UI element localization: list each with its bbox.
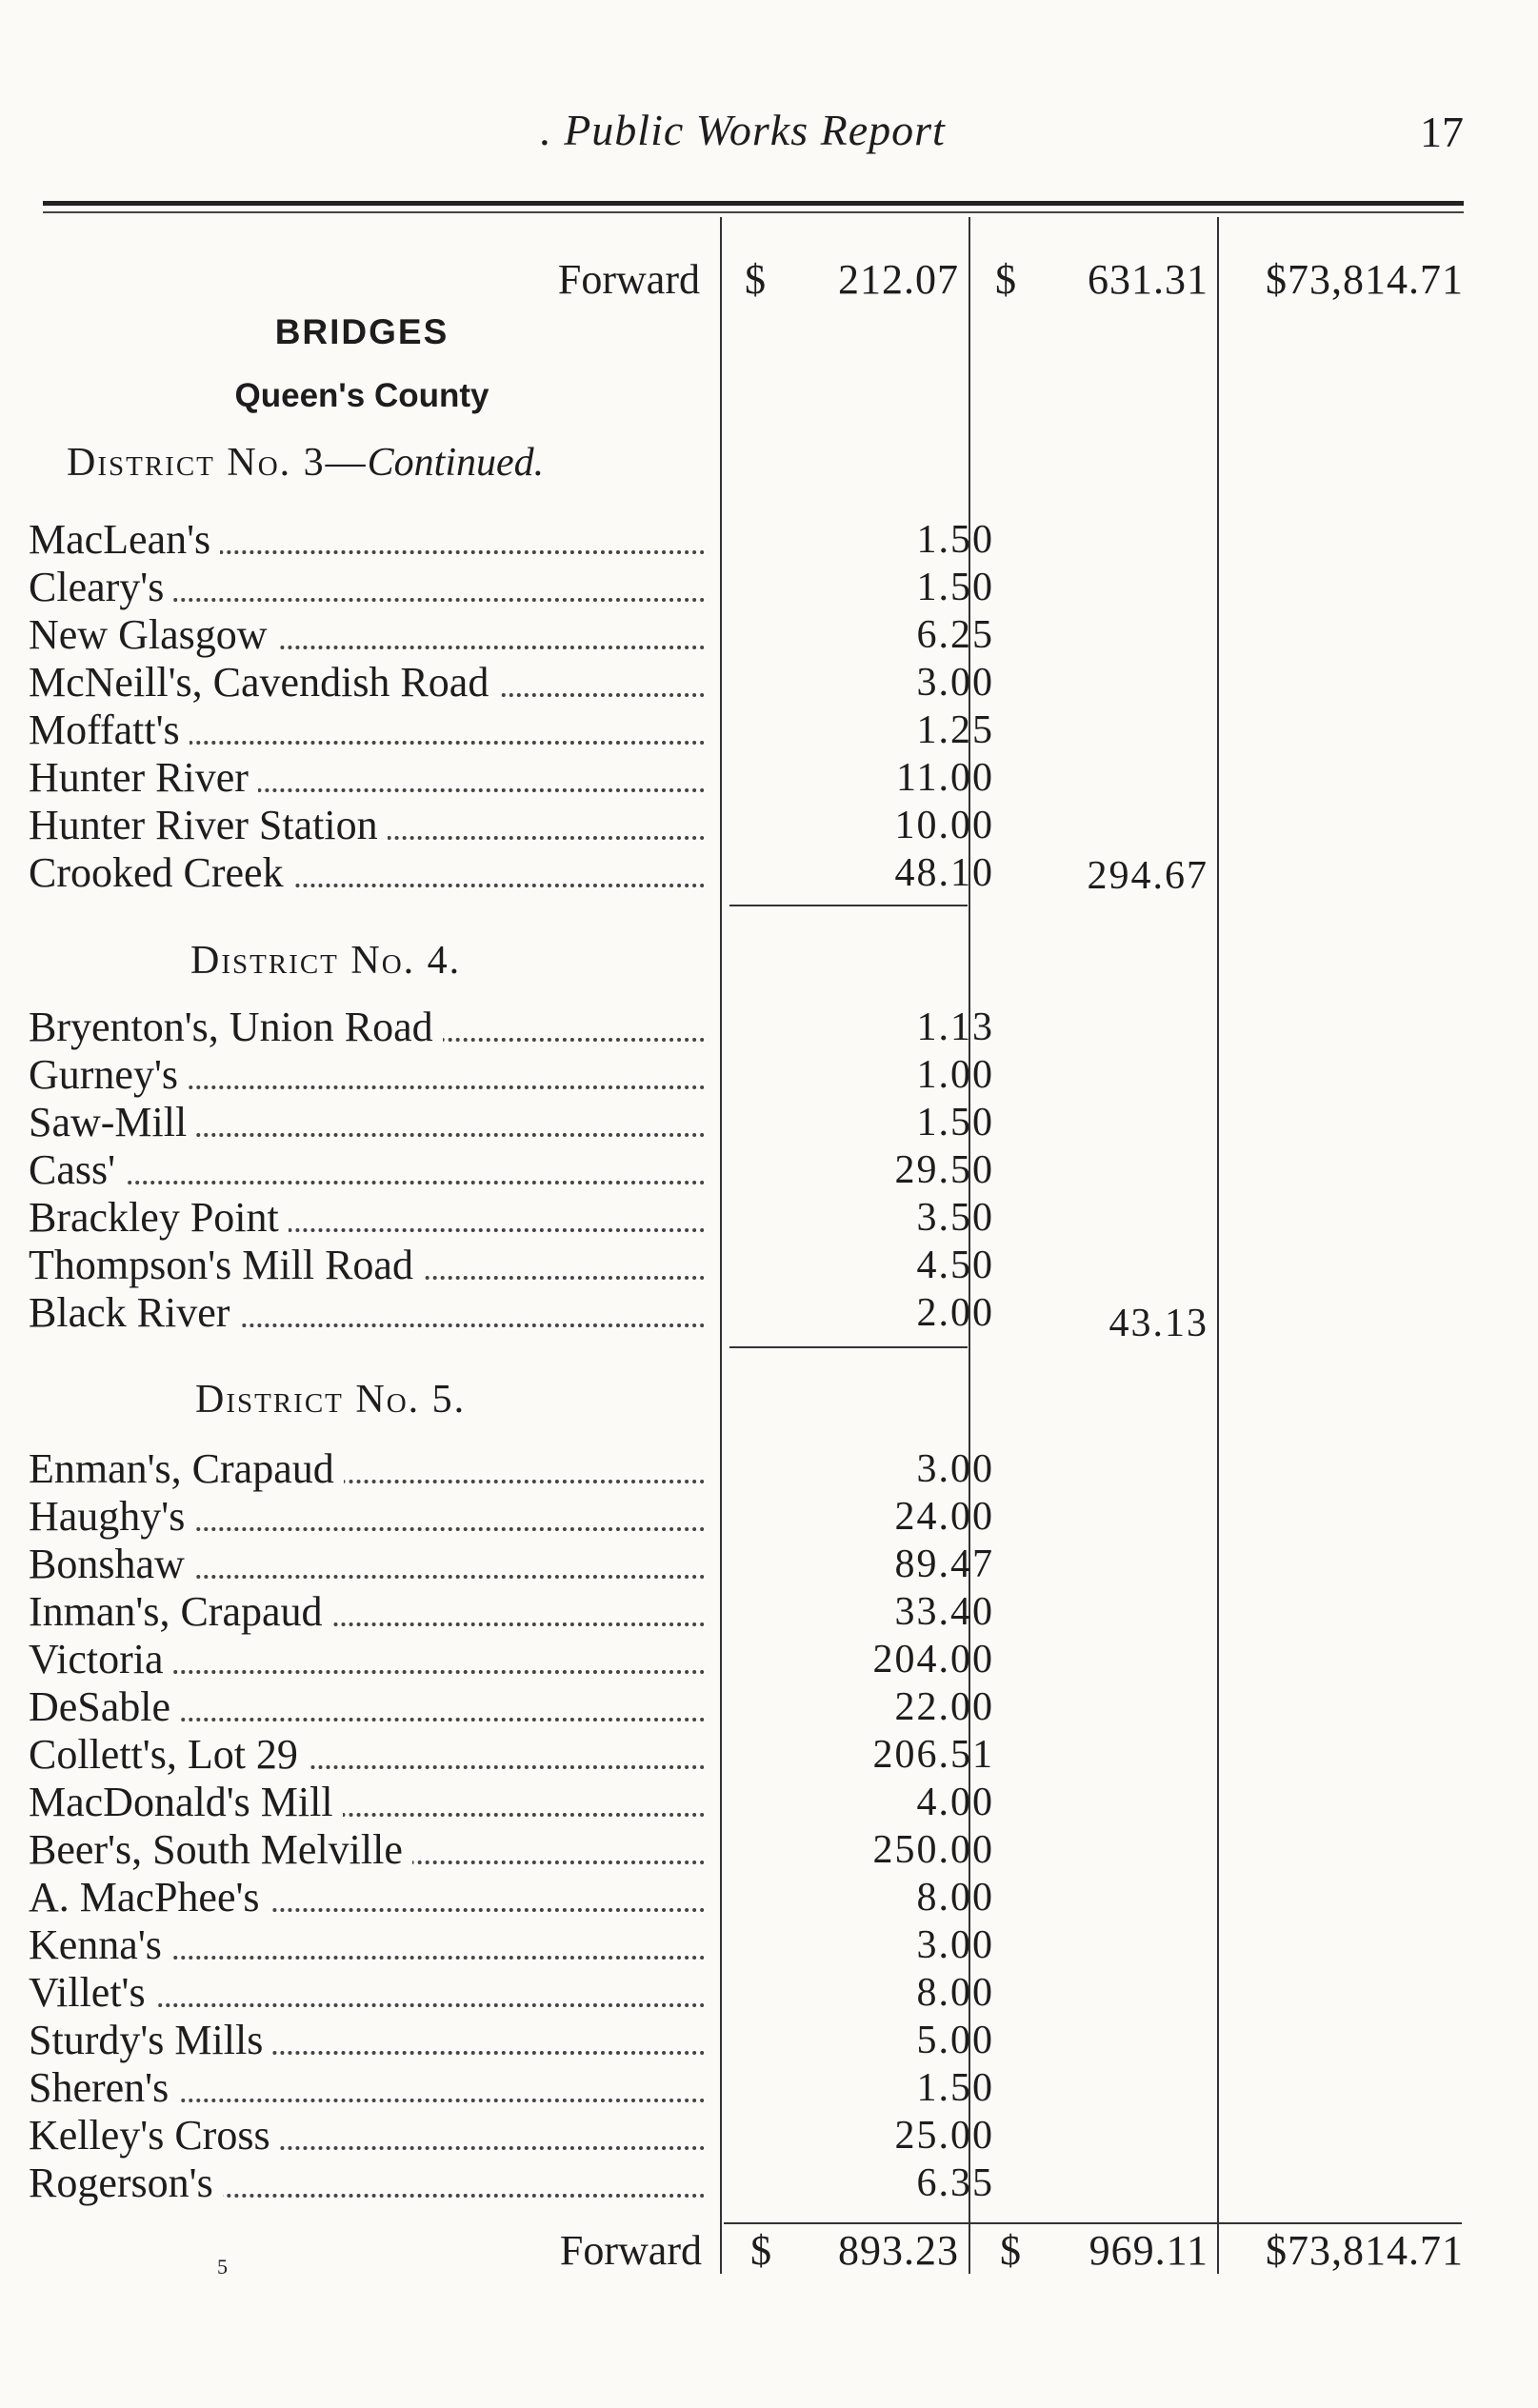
item-name: Victoria bbox=[29, 1636, 173, 1682]
item-amount: 11.00 bbox=[896, 756, 994, 800]
item-name: Hunter River Station bbox=[29, 802, 388, 848]
item-name: Black River bbox=[29, 1289, 239, 1336]
list-item bbox=[29, 1004, 1476, 1051]
item-amount: 1.50 bbox=[916, 2066, 994, 2110]
item-name: Bonshaw bbox=[29, 1541, 194, 1587]
list-item bbox=[29, 1493, 1476, 1541]
list-item bbox=[29, 564, 1476, 611]
item-amount: 10.00 bbox=[894, 804, 994, 847]
item-amount: 1.50 bbox=[916, 518, 994, 562]
list-item bbox=[29, 659, 1476, 706]
header-rule-thick bbox=[43, 201, 1464, 206]
item-amount: 3.50 bbox=[916, 1196, 994, 1240]
item-name: Cleary's bbox=[29, 564, 173, 610]
item-amount: 3.00 bbox=[916, 1923, 994, 1967]
list-item bbox=[29, 802, 1476, 849]
item-name: Brackley Point bbox=[29, 1194, 289, 1241]
district-label: District No. 4. bbox=[190, 939, 462, 983]
item-name: Saw-Mill bbox=[29, 1099, 196, 1145]
item-amount: 48.10 bbox=[894, 851, 994, 895]
list-item bbox=[29, 1921, 1476, 1969]
item-name: McNeill's, Cavendish Road bbox=[29, 659, 498, 706]
item-amount: 250.00 bbox=[872, 1828, 994, 1872]
list-item bbox=[29, 2159, 1476, 2207]
district-subtotal: 294.67 bbox=[1087, 854, 1208, 898]
list-item bbox=[29, 1541, 1476, 1588]
item-name: Villet's bbox=[29, 1969, 155, 2016]
item-name: DeSable bbox=[29, 1683, 180, 1730]
list-item bbox=[29, 2112, 1476, 2159]
list-item bbox=[29, 1731, 1476, 1779]
item-amount: 6.35 bbox=[916, 2161, 994, 2205]
item-amount: 1.25 bbox=[916, 708, 994, 752]
forward-col2-top: 631.31 bbox=[1088, 256, 1208, 303]
section-subtitle: Queen's County bbox=[234, 377, 489, 414]
item-amount: 1.00 bbox=[916, 1053, 994, 1097]
list-item bbox=[29, 1289, 1476, 1337]
section-title: BRIDGES bbox=[274, 312, 449, 351]
currency-sign-col2-top: $ bbox=[995, 256, 1016, 303]
forward-col1-bottom: 893.23 bbox=[838, 2227, 959, 2274]
list-item bbox=[29, 1779, 1476, 1826]
list-item bbox=[29, 1099, 1476, 1146]
item-name: MacLean's bbox=[29, 516, 220, 563]
item-name: Sheren's bbox=[29, 2064, 178, 2111]
forward-col1-top: 212.07 bbox=[838, 256, 959, 303]
list-item bbox=[29, 2064, 1476, 2112]
item-amount: 3.00 bbox=[916, 661, 994, 705]
forward-label-top: Forward bbox=[557, 256, 700, 303]
running-head: . Public Works Report bbox=[540, 106, 946, 154]
currency-sign-col1-bottom: $ bbox=[750, 2227, 771, 2274]
header-rule-thin bbox=[43, 211, 1464, 213]
item-amount: 8.00 bbox=[916, 1971, 994, 2015]
item-name: Sturdy's Mills bbox=[29, 2017, 272, 2063]
item-name: Crooked Creek bbox=[29, 849, 293, 896]
item-name: Collett's, Lot 29 bbox=[29, 1731, 308, 1778]
list-item bbox=[29, 611, 1476, 659]
list-item bbox=[29, 1445, 1476, 1493]
list-item bbox=[29, 1242, 1476, 1289]
list-item bbox=[29, 516, 1476, 564]
list-item bbox=[29, 849, 1476, 897]
district-heading bbox=[67, 440, 544, 486]
item-name: A. MacPhee's bbox=[29, 1874, 270, 1920]
list-item bbox=[29, 1826, 1476, 1874]
item-amount: 25.00 bbox=[894, 2114, 994, 2158]
list-item bbox=[29, 1683, 1476, 1731]
item-amount: 1.13 bbox=[916, 1005, 994, 1049]
item-name: Beer's, South Melville bbox=[29, 1826, 412, 1873]
district-label: District No. 5. bbox=[195, 1378, 467, 1422]
item-name: MacDonald's Mill bbox=[29, 1779, 343, 1825]
item-name: Bryenton's, Union Road bbox=[29, 1004, 443, 1050]
item-name: Cass' bbox=[29, 1146, 125, 1193]
signature-mark: 5 bbox=[217, 2255, 228, 2279]
list-item bbox=[29, 1051, 1476, 1099]
forward-rule bbox=[724, 2222, 1462, 2224]
item-amount: 89.47 bbox=[894, 1542, 994, 1586]
district-label: District No. 3— bbox=[67, 441, 368, 485]
item-amount: 8.00 bbox=[916, 1876, 994, 1920]
item-name: Rogerson's bbox=[29, 2159, 223, 2206]
item-name: Kenna's bbox=[29, 1921, 171, 1968]
list-item bbox=[29, 1874, 1476, 1921]
item-amount: 6.25 bbox=[916, 613, 994, 657]
list-item bbox=[29, 1969, 1476, 2017]
forward-col3-top: $73,814.71 bbox=[1266, 256, 1464, 303]
page-number: 17 bbox=[1420, 108, 1464, 156]
item-name: Inman's, Crapaud bbox=[29, 1588, 332, 1635]
list-item bbox=[29, 1588, 1476, 1636]
subtotal-rule bbox=[729, 905, 968, 906]
item-amount: 1.50 bbox=[916, 566, 994, 609]
item-name: New Glasgow bbox=[29, 611, 277, 658]
currency-sign-col1-top: $ bbox=[745, 256, 766, 303]
district-subtotal: 43.13 bbox=[1109, 1302, 1208, 1345]
item-name: Moffatt's bbox=[29, 706, 190, 753]
item-name: Enman's, Crapaud bbox=[29, 1445, 344, 1492]
subtotal-rule bbox=[729, 1346, 968, 1348]
district-heading bbox=[190, 938, 461, 984]
list-item bbox=[29, 1146, 1476, 1194]
item-amount: 33.40 bbox=[894, 1590, 994, 1634]
forward-col2-bottom: 969.11 bbox=[1089, 2227, 1208, 2274]
item-name: Thompson's Mill Road bbox=[29, 1242, 423, 1288]
list-item bbox=[29, 754, 1476, 802]
item-amount: 4.00 bbox=[916, 1781, 994, 1824]
forward-label-bottom: Forward bbox=[559, 2227, 702, 2274]
item-amount: 24.00 bbox=[894, 1495, 994, 1539]
item-amount: 5.00 bbox=[916, 2019, 994, 2062]
item-amount: 2.00 bbox=[916, 1291, 994, 1335]
list-item bbox=[29, 2017, 1476, 2064]
item-amount: 3.00 bbox=[916, 1447, 994, 1491]
list-item bbox=[29, 1636, 1476, 1683]
forward-col3-bottom: $73,814.71 bbox=[1266, 2227, 1464, 2274]
list-item bbox=[29, 706, 1476, 754]
item-amount: 206.51 bbox=[872, 1733, 994, 1777]
item-name: Hunter River bbox=[29, 754, 258, 801]
item-name: Gurney's bbox=[29, 1051, 188, 1098]
list-item bbox=[29, 1194, 1476, 1242]
district-heading bbox=[195, 1377, 466, 1423]
item-amount: 22.00 bbox=[894, 1685, 994, 1729]
item-amount: 1.50 bbox=[916, 1101, 994, 1144]
item-name: Haughy's bbox=[29, 1493, 194, 1540]
item-amount: 4.50 bbox=[916, 1244, 994, 1287]
district-label-suffix: Continued. bbox=[367, 441, 545, 485]
currency-sign-col2-bottom: $ bbox=[1000, 2227, 1021, 2274]
item-amount: 204.00 bbox=[872, 1638, 994, 1682]
item-amount: 29.50 bbox=[894, 1148, 994, 1192]
item-name: Kelley's Cross bbox=[29, 2112, 280, 2159]
